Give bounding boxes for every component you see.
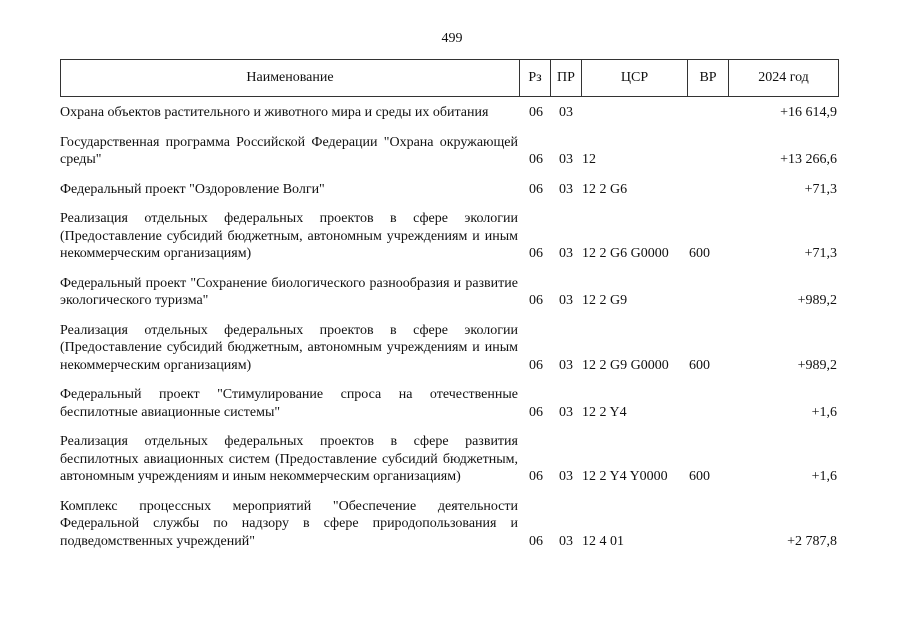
row-rz: 06 [529, 293, 543, 308]
row-rz: 06 [529, 105, 543, 120]
row-csr: 12 2 G9 [582, 293, 628, 308]
row-name: Охрана объектов растительного и животного мира и среды их обитания [60, 105, 489, 120]
row-amount: +1,6 [811, 404, 837, 420]
row-pr: 03 [559, 357, 573, 373]
row-pr: 03 [559, 246, 573, 261]
row-pr: 03 [559, 404, 573, 420]
table-row [60, 498, 839, 551]
row-amount: +13 266,6 [780, 152, 837, 167]
table-header [60, 59, 839, 97]
row-rz: 06 [529, 181, 543, 197]
row-name: Федеральный проект "Сохранение биологического разнообразия и развитие экологического туризма" [60, 275, 518, 308]
row-name: Комплекс процессных мероприятий "Обеспечение деятельности Федеральной службы по надзору в сфере природопользования и подведомственных учреждений" [60, 498, 518, 549]
row-name: Федеральный проект "Стимулирование спроса на отечественные беспилотные авиационные системы" [60, 387, 518, 420]
row-rz: 06 [529, 404, 543, 420]
row-csr: 12 2 Y4 Y0000 [582, 469, 668, 484]
row-amount: +16 614,9 [780, 105, 837, 120]
header-name: Наименование [61, 60, 520, 97]
row-rz: 06 [529, 533, 543, 549]
row-name: Реализация отдельных федеральных проектов в сфере экологии (Предоставление субсидий бюджетным, автономным учреждениям и иным некоммерческим организациям) [60, 322, 518, 373]
table-row [60, 134, 839, 169]
row-rz: 06 [529, 357, 543, 373]
row-amount: +71,3 [804, 181, 837, 197]
row-csr: 12 2 G9 G0000 [582, 357, 669, 373]
row-pr: 03 [559, 293, 573, 308]
row-rz: 06 [529, 152, 543, 167]
table-row [60, 181, 839, 199]
header-vr: ВР [688, 60, 729, 97]
row-csr: 12 2 G6 G0000 [582, 246, 669, 261]
table-row [60, 210, 839, 263]
page-number: 499 [441, 31, 463, 46]
row-amount: +989,2 [797, 357, 837, 373]
row-vr: 600 [689, 469, 710, 484]
row-pr: 03 [559, 181, 573, 197]
table-row [60, 386, 839, 421]
table-row [60, 275, 839, 310]
row-rz: 06 [529, 469, 543, 484]
row-name: Реализация отдельных федеральных проектов в сфере развития беспилотных авиационных систем (Предоставление субсидий бюджетным, автономным учреждениям и иным некоммерческим организациям) [60, 434, 518, 484]
row-pr: 03 [559, 105, 573, 120]
row-amount: +989,2 [797, 293, 837, 308]
table-row [60, 104, 839, 122]
row-vr: 600 [689, 246, 710, 261]
row-amount: +1,6 [811, 469, 837, 484]
header-year: 2024 год [729, 60, 839, 97]
header-csr: ЦСР [582, 60, 688, 97]
table-row [60, 322, 839, 375]
row-csr: 12 [582, 152, 596, 167]
row-name: Реализация отдельных федеральных проектов в сфере экологии (Предоставление субсидий бюджетным, автономным учреждениям и иным некоммерческим организациям) [60, 211, 518, 261]
row-rz: 06 [529, 246, 543, 261]
row-pr: 03 [559, 533, 573, 549]
header-rz: Рз [520, 60, 551, 97]
row-pr: 03 [559, 469, 573, 484]
row-csr: 12 4 01 [582, 533, 624, 549]
row-name: Государственная программа Российской Федерации "Охрана окружающей среды" [60, 134, 518, 167]
row-amount: +71,3 [804, 246, 837, 261]
budget-rows [60, 104, 839, 562]
row-vr: 600 [689, 357, 710, 373]
row-amount: +2 787,8 [787, 533, 837, 549]
row-name: Федеральный проект "Оздоровление Волги" [60, 181, 325, 197]
header-pr: ПР [551, 60, 582, 97]
row-csr: 12 2 Y4 [582, 404, 627, 420]
row-csr: 12 2 G6 [582, 181, 628, 197]
table-row [60, 433, 839, 486]
row-pr: 03 [559, 152, 573, 167]
